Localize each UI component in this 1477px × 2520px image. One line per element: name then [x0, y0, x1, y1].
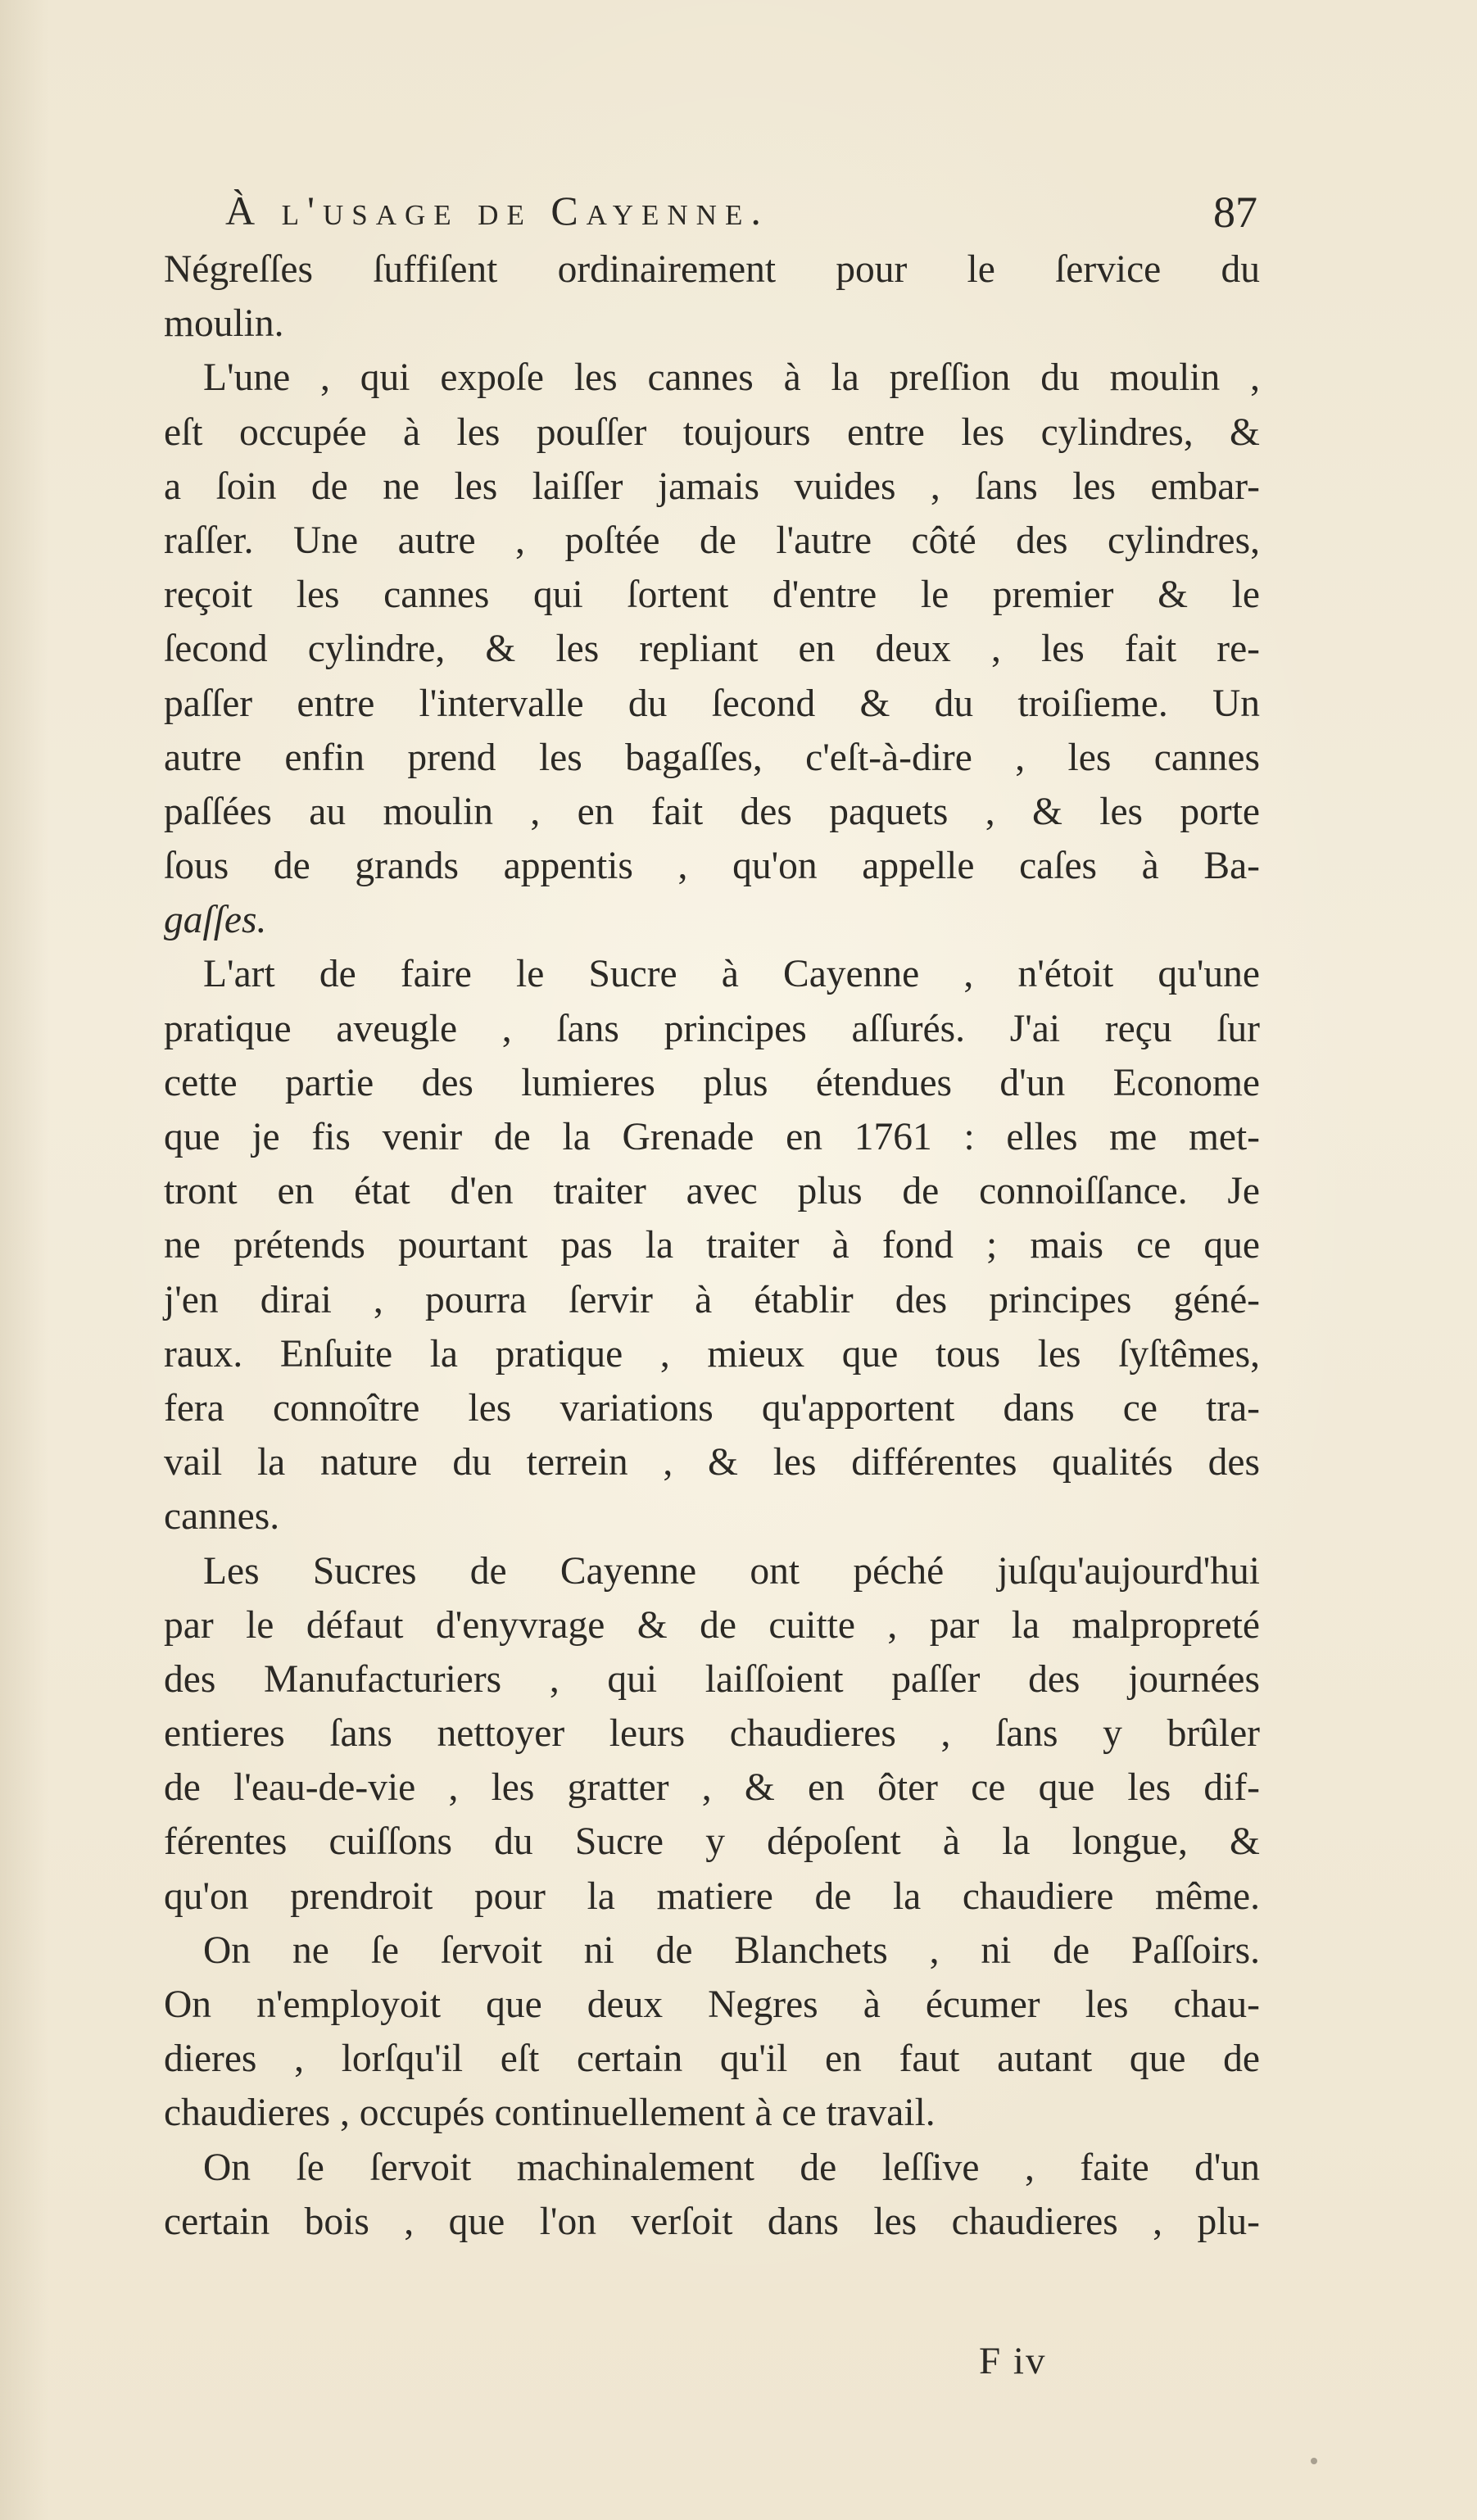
- text-line: a ſoin de ne les laiſſer jamais vuides , ſans les embar-: [164, 465, 1260, 508]
- text-line: cette partie des lumieres plus étendues d'un Econome: [164, 1061, 1260, 1104]
- paragraph-start-line: L'art de faire le Sucre à Cayenne , n'étoit qu'une: [203, 953, 1260, 996]
- text-line: eſt occupée à les pouſſer toujours entre les cylindres, &: [164, 410, 1260, 454]
- text-line: reçoit les cannes qui ſortent d'entre le premier & le: [164, 573, 1260, 617]
- text-line: par le défaut d'enyvrage & de cuitte , par la malpropreté: [164, 1603, 1260, 1647]
- text-line: autre enfin prend les bagaſſes, c'eſt-à-dire , les cannes: [164, 736, 1260, 779]
- paper-speck: [1311, 2458, 1317, 2464]
- text-line: ſous de grands appentis , qu'on appelle caſes à Ba-: [164, 845, 1260, 888]
- signature-mark: F iv: [979, 2340, 1047, 2382]
- text-line: pratique aveugle , ſans principes aſſurés. J'ai reçu ſur: [164, 1007, 1260, 1050]
- text-line: vail la nature du terrein , & les différentes qualités des: [164, 1441, 1260, 1484]
- paragraph-start-line: Les Sucres de Cayenne ont péché juſqu'aujourd'hui: [203, 1549, 1260, 1593]
- text-line: fera connoître les variations qu'apportent dans ce tra-: [164, 1386, 1260, 1430]
- body-text: [164, 242, 1260, 2249]
- paragraph-start-line: L'une , qui expoſe les cannes à la preſſion du moulin ,: [203, 356, 1260, 400]
- text-line: entieres ſans nettoyer leurs chaudieres , ſans y brûler: [164, 1712, 1260, 1756]
- text-line: moulin.: [164, 302, 284, 346]
- text-line: certain bois , que l'on verſoit dans les chaudieres , plu-: [164, 2200, 1260, 2243]
- text-line: dieres , lorſqu'il eſt certain qu'il en faut autant que de: [164, 2037, 1260, 2081]
- gutter-shadow: [0, 0, 49, 2520]
- running-title: À l'usage de Cayenne.: [225, 188, 769, 233]
- paragraph-start-line: On ſe ſervoit machinalement de leſſive , faite d'un: [203, 2146, 1260, 2189]
- paragraph-start-line: On ne ſe ſervoit ni de Blanchets , ni de Paſſoirs.: [203, 1929, 1260, 1972]
- text-line: paſſées au moulin , en fait des paquets , & les porte: [164, 790, 1260, 833]
- text-line: raux. Enſuite la pratique , mieux que tous les ſyſtêmes,: [164, 1332, 1260, 1376]
- text-line: de l'eau-de-vie , les gratter , & en ôter ce que les dif-: [164, 1766, 1260, 1810]
- text-line: cannes.: [164, 1495, 280, 1539]
- text-line: ne prétends pourtant pas la traiter à fond ; mais ce que: [164, 1224, 1260, 1267]
- text-line: des Manufacturiers , qui laiſſoient paſſer des journées: [164, 1657, 1260, 1701]
- text-line: j'en dirai , pourra ſervir à établir des principes géné-: [164, 1278, 1260, 1321]
- text-line: Négreſſes ſuffiſent ordinairement pour le ſervice du: [164, 248, 1260, 291]
- page-number: 87: [1213, 188, 1257, 237]
- text-line: tront en état d'en traiter avec plus de connoiſſance. Je: [164, 1170, 1260, 1213]
- text-line: gaſſes.: [164, 899, 267, 942]
- text-line: paſſer entre l'intervalle du ſecond & du troiſieme. Un: [164, 682, 1260, 725]
- text-line: que je fis venir de la Grenade en 1761 : elles me met-: [164, 1116, 1260, 1158]
- text-line: ſecond cylindre, & les repliant en deux , les fait re-: [164, 628, 1260, 671]
- text-line: On n'employoit que deux Negres à écumer les chau-: [164, 1983, 1260, 2026]
- running-head: [225, 187, 1257, 244]
- text-line: raſſer. Une autre , poſtée de l'autre côté des cylindres,: [164, 519, 1260, 562]
- text-line: qu'on prendroit pour la matiere de la chaudiere même.: [164, 1874, 1260, 1918]
- text-line: chaudieres , occupés continuellement à ce travail.: [164, 2092, 936, 2135]
- text-line: férentes cuiſſons du Sucre y dépoſent à la longue, &: [164, 1820, 1260, 1864]
